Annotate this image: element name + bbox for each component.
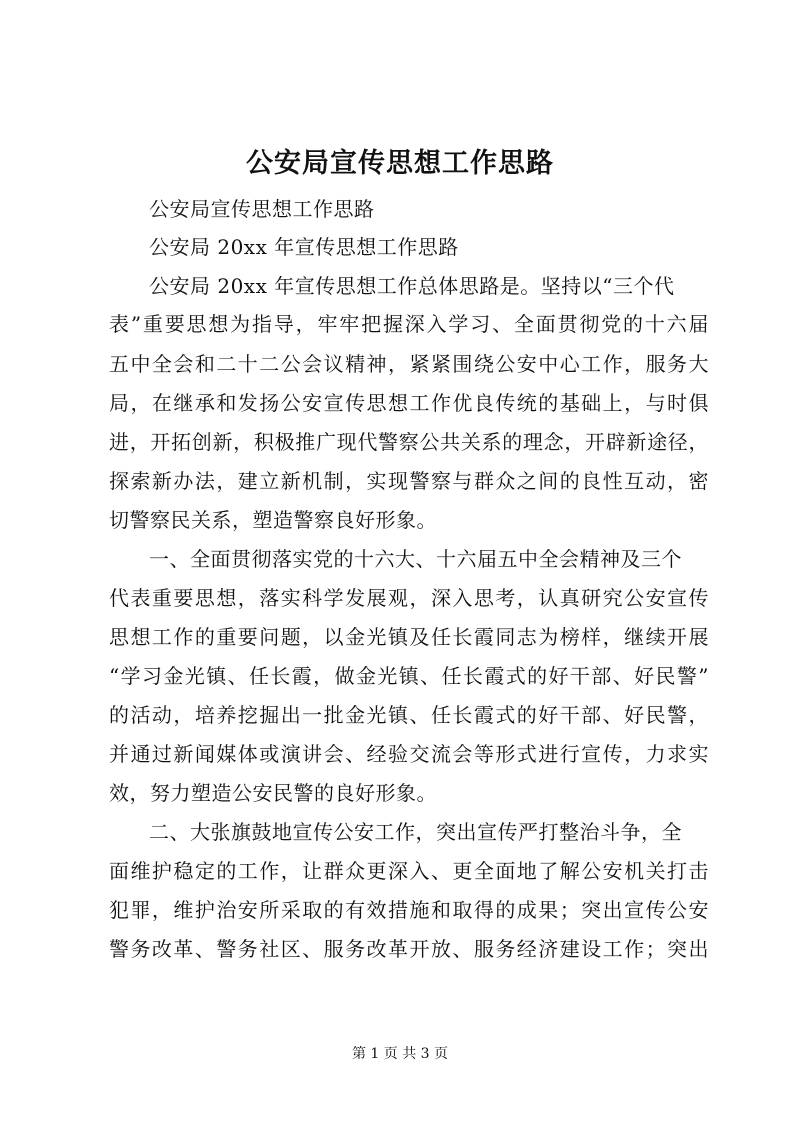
paragraph-3-line-1: 二、大张旗鼓地宣传公安工作，突出宣传严打整治斗争，全 bbox=[149, 820, 682, 844]
paragraph-2-line-1: 一、全面贯彻落实党的十六大、十六届五中全会精神及三个 bbox=[149, 547, 682, 571]
paragraph-3-line-2: 面维护稳定的工作，让群众更深入、更全面地了解公安机关打击 bbox=[109, 859, 709, 883]
paragraph-1-line-2: 表”重要思想为指导，牢牢把握深入学习、全面贯彻党的十六届 bbox=[109, 312, 709, 336]
paragraph-1-line-1: 公安局 20xx 年宣传思想工作总体思路是。坚持以“三个代 bbox=[149, 274, 675, 298]
paragraph-2-line-5: 的活动，培养挖掘出一批金光镇、任长霞式的好干部、好民警， bbox=[109, 703, 709, 727]
paragraph-3-line-4: 警务改革、警务社区、服务改革开放、服务经济建设工作；突出 bbox=[109, 937, 709, 961]
subtitle-line-1: 公安局宣传思想工作思路 bbox=[149, 197, 375, 221]
paragraph-2-line-3: 思想工作的重要问题，以金光镇及任长霞同志为榜样，继续开展 bbox=[109, 625, 709, 649]
paragraph-1-line-6: 探索新办法，建立新机制，实现警察与群众之间的良性互动，密 bbox=[109, 469, 709, 493]
paragraph-2-line-4: “学习金光镇、任长霞，做金光镇、任长霞式的好干部、好民警” bbox=[109, 664, 709, 688]
paragraph-2-line-7: 效，努力塑造公安民警的良好形象。 bbox=[109, 781, 437, 805]
document-title: 公安局宣传思想工作思路 bbox=[246, 148, 554, 179]
paragraph-1-line-3: 五中全会和二十二公会议精神，紧紧围绕公安中心工作，服务大 bbox=[109, 352, 709, 376]
page-footer: 第 1 页 共 3 页 bbox=[351, 1046, 449, 1062]
paragraph-1-line-7: 切警察民关系，塑造警察良好形象。 bbox=[109, 508, 437, 532]
paragraph-1-line-5: 进，开拓创新，积极推广现代警察公共关系的理念，开辟新途径， bbox=[109, 430, 709, 454]
paragraph-2-line-6: 并通过新闻媒体或演讲会、经验交流会等形式进行宣传，力求实 bbox=[109, 742, 709, 766]
paragraph-1-line-4: 局，在继承和发扬公安宣传思想工作优良传统的基础上，与时俱 bbox=[109, 391, 709, 415]
paragraph-2-line-2: 代表重要思想，落实科学发展观，深入思考，认真研究公安宣传 bbox=[109, 586, 709, 610]
paragraph-3-line-3: 犯罪，维护治安所采取的有效措施和取得的成果；突出宣传公安 bbox=[109, 898, 709, 922]
subtitle-line-2: 公安局 20xx 年宣传思想工作思路 bbox=[149, 235, 459, 259]
